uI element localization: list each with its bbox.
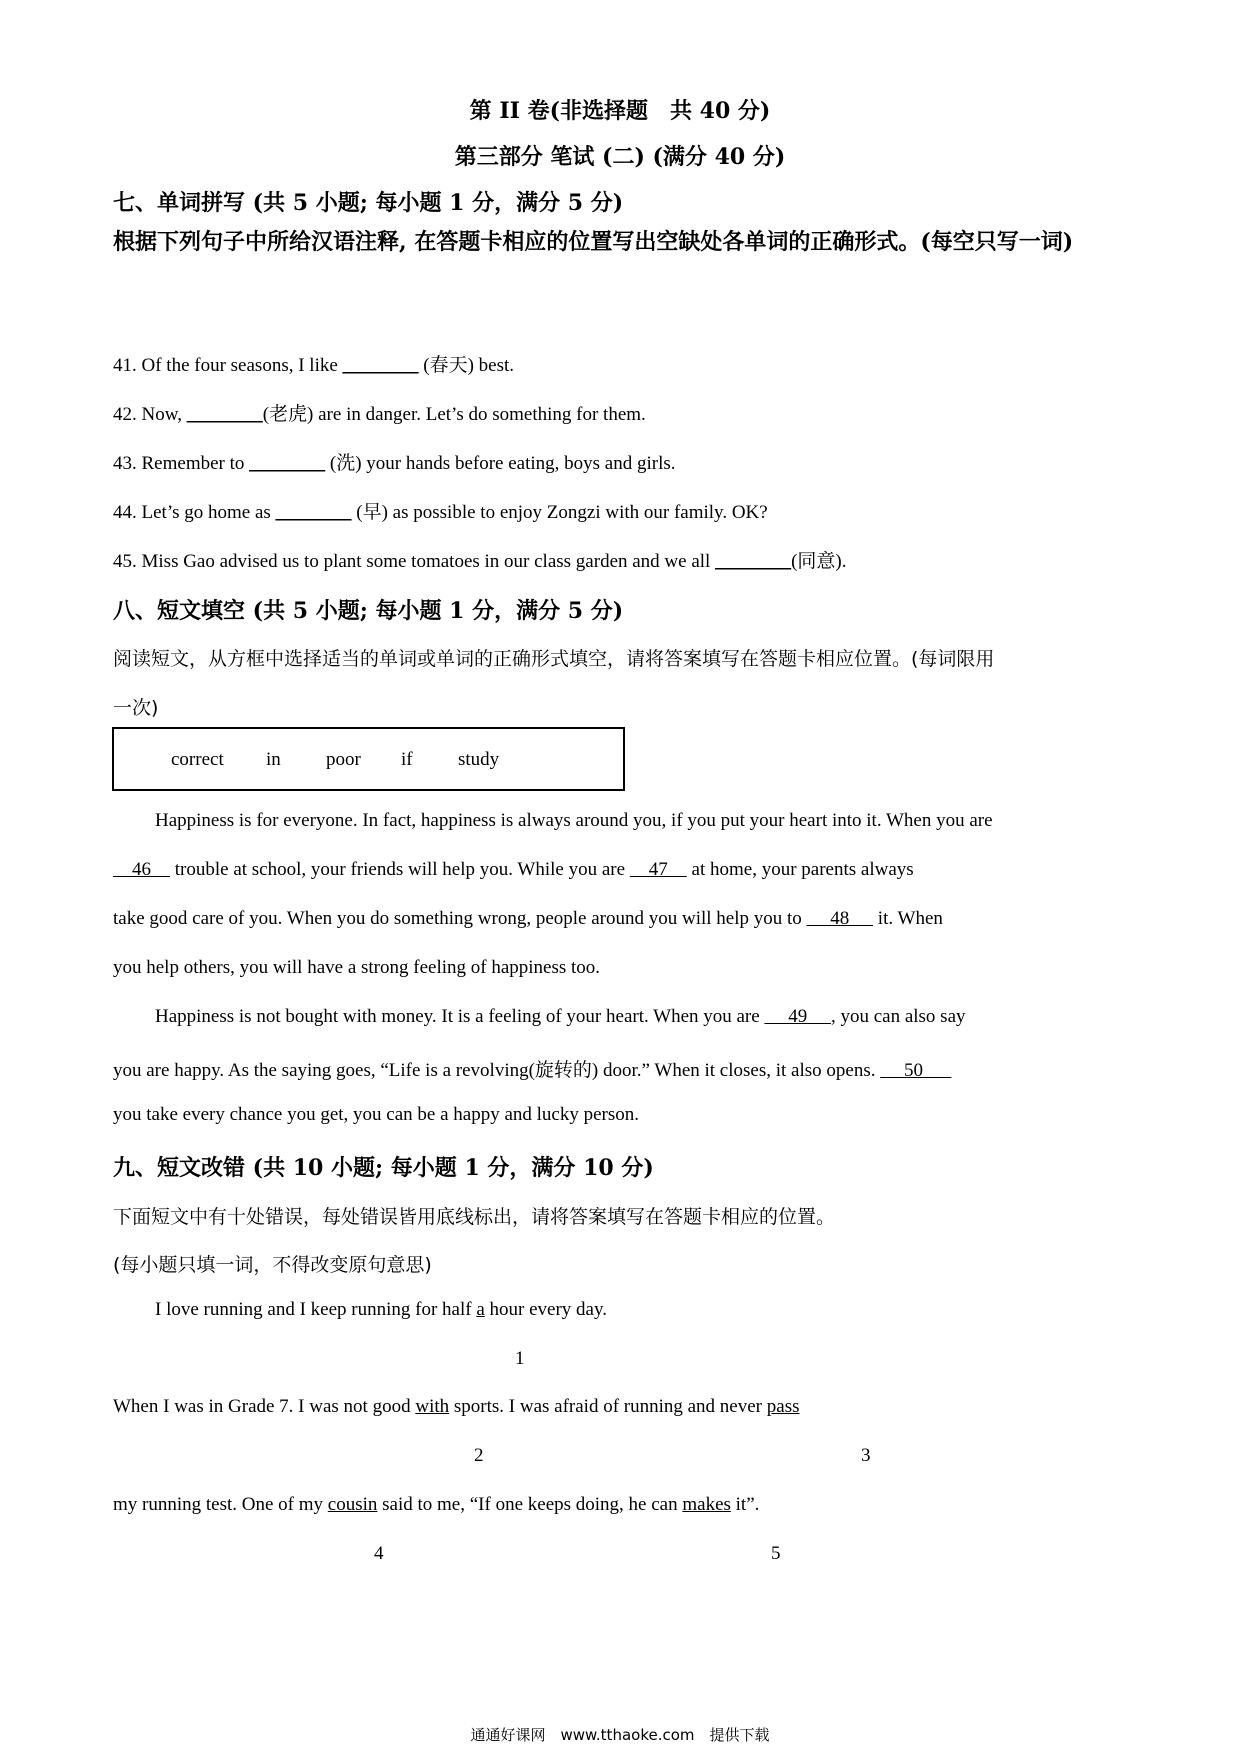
passage2-line3: you take every chance you get, you can be a happy and lucky person. <box>113 1104 639 1125</box>
blank-50[interactable]: 50 <box>880 1060 952 1081</box>
blank-49[interactable]: 49 <box>764 1006 831 1027</box>
passage1-line1: Happiness is for everyone. In fact, happiness is always around you, if you put your heart into it. When you are <box>155 810 993 831</box>
error-number-5: 5 <box>771 1543 781 1564</box>
passage1-line2: 46 trouble at school, your friends will help you. While you are 47 at home, your parents always <box>113 859 914 880</box>
word-box <box>112 727 625 791</box>
word-option: in <box>266 749 281 770</box>
section8-instruction-cont: 一次) <box>113 697 159 719</box>
section9-heading: 九、短文改错 (共 10 小题; 每小题 1 分，满分 10 分) <box>113 1155 654 1181</box>
passage2-line1: Happiness is not bought with money. It is a feeling of your heart. When you are 49 , you can also say <box>155 1006 966 1027</box>
error-number-2: 2 <box>474 1445 484 1466</box>
correction-sentence-3: my running test. One of my cousin said to me, “If one keeps doing, he can makes it”. <box>113 1494 760 1515</box>
error-number-3: 3 <box>861 1445 871 1466</box>
error-number-4: 4 <box>374 1543 384 1564</box>
error-2: with <box>415 1396 450 1417</box>
correction-sentence-2: When I was in Grade 7. I was not good with sports. I was afraid of running and never pass <box>113 1396 800 1417</box>
question-44: 44. Let’s go home as ________ (早) as possible to enjoy Zongzi with our family. OK? <box>113 502 768 523</box>
error-1: a <box>476 1299 485 1320</box>
correction-sentence-1: I love running and I keep running for half a hour every day. <box>155 1299 607 1320</box>
error-5: makes <box>682 1494 731 1515</box>
error-number-1: 1 <box>515 1348 525 1369</box>
word-option: correct <box>171 749 224 770</box>
answer-blank[interactable]: ________ <box>342 355 419 376</box>
section8-instruction: 阅读短文，从方框中选择适当的单词或单词的正确形式填空，请将答案填写在答题卡相应位置。(每词限用 <box>113 648 995 670</box>
passage1-line3: take good care of you. When you do something wrong, people around you will help you to 48 it. When <box>113 908 943 929</box>
question-43: 43. Remember to ________ (洗) your hands before eating, boys and girls. <box>113 453 676 474</box>
answer-blank[interactable]: ________ <box>186 404 263 425</box>
question-41: 41. Of the four seasons, I like ________ (春天) best. <box>113 355 515 376</box>
question-42: 42. Now, ________(老虎) are in danger. Let’s do something for them. <box>113 404 646 425</box>
answer-blank[interactable]: ________ <box>715 551 792 572</box>
page-subtitle: 第三部分 笔试 (二) (满分 40 分) <box>454 144 786 170</box>
passage2-line2: you are happy. As the saying goes, “Life is a revolving(旋转的) door.” When it closes, it also opens. 50 <box>113 1060 952 1081</box>
error-3: pass <box>766 1396 800 1417</box>
question-45: 45. Miss Gao advised us to plant some tomatoes in our class garden and we all ________(同意). <box>113 551 847 572</box>
blank-47[interactable]: 47 <box>629 859 687 880</box>
blank-48[interactable]: 48 <box>806 908 874 929</box>
word-option: if <box>401 749 413 770</box>
section7-instruction: 根据下列句子中所给汉语注释, 在答题卡相应的位置写出空缺处各单词的正确形式。(每空只写一词) <box>113 229 1074 255</box>
word-option: poor <box>326 749 361 770</box>
blank-46[interactable]: 46 <box>113 859 170 880</box>
section7-heading: 七、单词拼写 (共 5 小题; 每小题 1 分，满分 5 分) <box>113 190 624 216</box>
footer-source: 通通好课网 www.tthaoke.com 提供下载 <box>470 1726 770 1744</box>
answer-blank[interactable]: ________ <box>275 502 352 523</box>
section9-instruction: 下面短文中有十处错误，每处错误皆用底线标出，请将答案填写在答题卡相应的位置。 <box>113 1206 836 1228</box>
passage1-line4: you help others, you will have a strong feeling of happiness too. <box>113 957 601 978</box>
error-4: cousin <box>327 1494 378 1515</box>
section9-instruction-note: (每小题只填一词，不得改变原句意思) <box>113 1254 432 1276</box>
answer-blank[interactable]: ________ <box>249 453 326 474</box>
page-title: 第 II 卷(非选择题 共 40 分) <box>469 98 771 124</box>
word-option: study <box>458 749 500 770</box>
section8-heading: 八、短文填空 (共 5 小题; 每小题 1 分，满分 5 分) <box>113 598 624 624</box>
